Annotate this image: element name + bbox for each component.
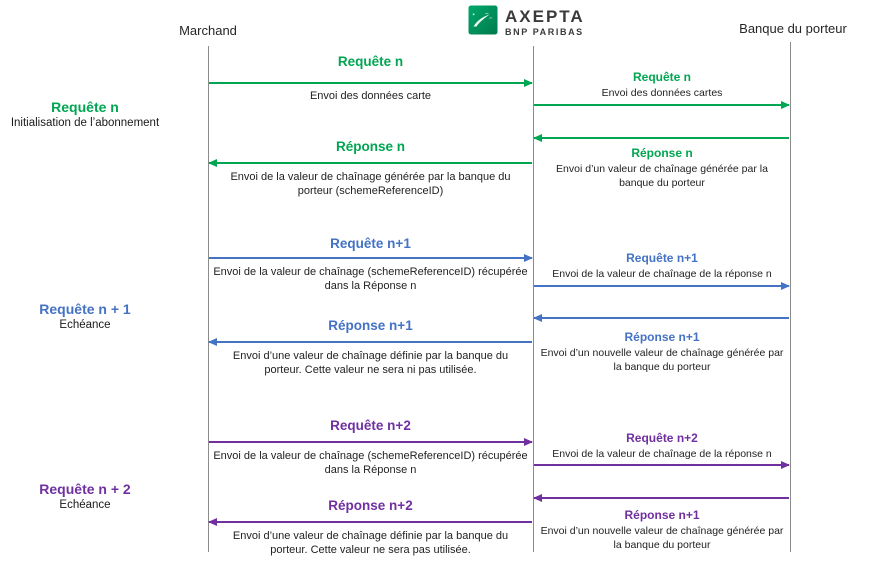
actor-marchand: Marchand (179, 23, 237, 38)
lifeline-banque (790, 42, 791, 552)
message-title: Requête n+2 (626, 431, 698, 445)
message-title: Réponse n+2 (328, 498, 413, 513)
message-description: Envoi de la valeur de chaînage (schemeReferenceID) récupérée dans la Réponse n (213, 450, 528, 477)
lifeline-marchand (208, 46, 209, 552)
message-arrow-right (534, 285, 789, 287)
phase-title: Requête n + 2 (39, 481, 131, 497)
message-description: Envoi d’un nouvelle valeur de chaînage générée par la banque du porteur (540, 347, 784, 373)
message-title: Requête n+1 (626, 251, 698, 265)
message-arrow-left (209, 341, 532, 343)
lifeline-axepta (533, 46, 534, 552)
message-title: Requête n (337, 54, 404, 69)
phase-requete-n1 (0, 301, 170, 331)
message-description: Envoi de la valeur de chaînage générée par la banque du porteur (schemeReferenceID) (230, 171, 511, 198)
message-title: Réponse n+1 (624, 330, 700, 344)
message-arrow-left (534, 137, 789, 139)
message-title: Réponse n+1 (328, 318, 413, 333)
logo-brand-label: AXEPTA (505, 7, 585, 26)
message-arrow-left (209, 162, 532, 164)
phase-subtitle: Echéance (59, 319, 111, 332)
axepta-logo (468, 5, 585, 40)
phase-title: Requête n (51, 99, 119, 115)
message-description: Envoi de la valeur de chaînage de la réponse n (552, 448, 772, 460)
phase-requete-n2 (0, 481, 170, 511)
message-title: Requête n (632, 70, 691, 84)
message-arrow-right (209, 82, 532, 84)
message-arrow-right (209, 257, 532, 259)
message-arrow-right (209, 441, 532, 443)
message-description: Envoi de la valeur de chaînage de la réponse n (552, 268, 772, 280)
message-title: Requête n+2 (330, 418, 411, 433)
actor-banque-du-porteur: Banque du porteur (739, 21, 847, 36)
message-description: Envoi d’un valeur de chaînage générée par la banque du porteur (556, 163, 768, 189)
phase-title: Requête n + 1 (39, 301, 131, 317)
message-description: Envoi d’une valeur de chaînage définie par la banque du porteur. Cette valeur ne sera ni pas utilisée. (232, 350, 509, 377)
message-arrow-right (534, 464, 789, 466)
message-arrow-right (534, 104, 789, 106)
message-description: Envoi des données carte (309, 90, 432, 102)
message-title: Réponse n+1 (624, 508, 700, 522)
logo-subbrand-label: BNP PARIBAS (505, 27, 584, 37)
phase-requete-n (0, 99, 170, 129)
axepta-logo-text (505, 8, 585, 37)
message-title: Réponse n (631, 146, 693, 160)
message-arrow-left (209, 521, 532, 523)
message-title: Réponse n (335, 139, 405, 154)
message-description: Envoi d’un nouvelle valeur de chaînage générée par la banque du porteur (540, 525, 784, 551)
phase-subtitle: Echéance (59, 499, 111, 512)
message-arrow-left (534, 317, 789, 319)
message-arrow-left (534, 497, 789, 499)
bnp-paribas-birds-icon (468, 5, 498, 40)
message-description: Envoi d’une valeur de chaînage définie par la banque du porteur. Cette valeur ne sera pas utilisée. (232, 530, 509, 557)
message-description: Envoi de la valeur de chaînage (schemeReferenceID) récupérée dans la Réponse n (213, 266, 528, 293)
message-title: Requête n+1 (330, 236, 411, 251)
phase-subtitle: Initialisation de l’abonnement (10, 117, 160, 130)
message-description: Envoi des données cartes (601, 87, 723, 99)
